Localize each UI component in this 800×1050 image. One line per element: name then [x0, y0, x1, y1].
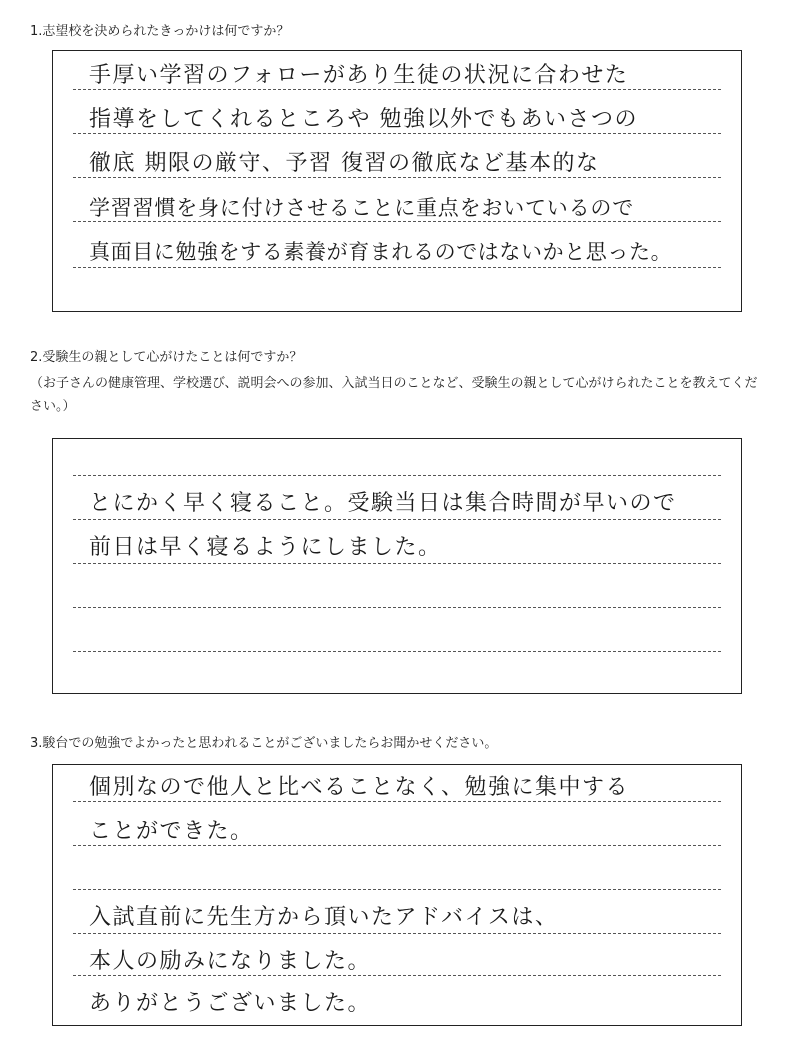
ruled-line	[73, 519, 721, 520]
answer-3-line-4: 本人の励みになりました。	[89, 949, 372, 974]
ruled-line	[73, 933, 721, 934]
answer-3-line-2: ことができた。	[89, 819, 254, 844]
ruled-line	[73, 607, 721, 608]
question-2-subtitle: （お子さんの健康管理、学校選び、説明会への参加、入試当日のことなど、受験生の親として心がけられたことを教えてください。）	[30, 376, 758, 414]
question-2-title: 2.受験生の親として心がけたことは何ですか？	[30, 350, 303, 365]
answer-1-line-5: 真面目に勉強をする素養が育まれるのではないかと思った。	[89, 240, 673, 264]
answer-3-line-5: ありがとうございました。	[89, 991, 372, 1016]
answer-box-1	[52, 50, 742, 312]
answer-1-line-1: 手厚い学習のフォローがあり生徒の状況に合わせた	[89, 63, 629, 88]
ruled-line	[73, 267, 721, 268]
answer-box-2	[52, 438, 742, 694]
ruled-line	[73, 475, 721, 476]
answer-2-line-1: とにかく早く寝ること。受験当日は集合時間が早いので	[89, 491, 677, 516]
answer-3-line-3: 入試直前に先生方から頂いたアドバイスは、	[89, 905, 559, 930]
answer-1-line-3: 徹底 期限の厳守、予習 復習の徹底など基本的な	[89, 151, 600, 176]
question-1-title: 1.志望校を決められたきっかけは何ですか？	[30, 24, 290, 39]
answer-2-line-2: 前日は早く寝るようにしました。	[89, 535, 442, 560]
answer-1-line-2: 指導をしてくれるところや 勉強以外でもあいさつの	[89, 107, 638, 132]
answer-1-line-4: 学習習慣を身に付けさせることに重点をおいているので	[89, 196, 634, 220]
ruled-line	[73, 563, 721, 564]
ruled-line	[73, 889, 721, 890]
ruled-line	[73, 651, 721, 652]
answer-box-3	[52, 764, 742, 1026]
answer-3-line-1: 個別なので他人と比べることなく、勉強に集中する	[89, 775, 630, 800]
question-3-title: 3.駿台での勉強でよかったと思われることがございましたらお聞かせください。	[30, 736, 498, 751]
